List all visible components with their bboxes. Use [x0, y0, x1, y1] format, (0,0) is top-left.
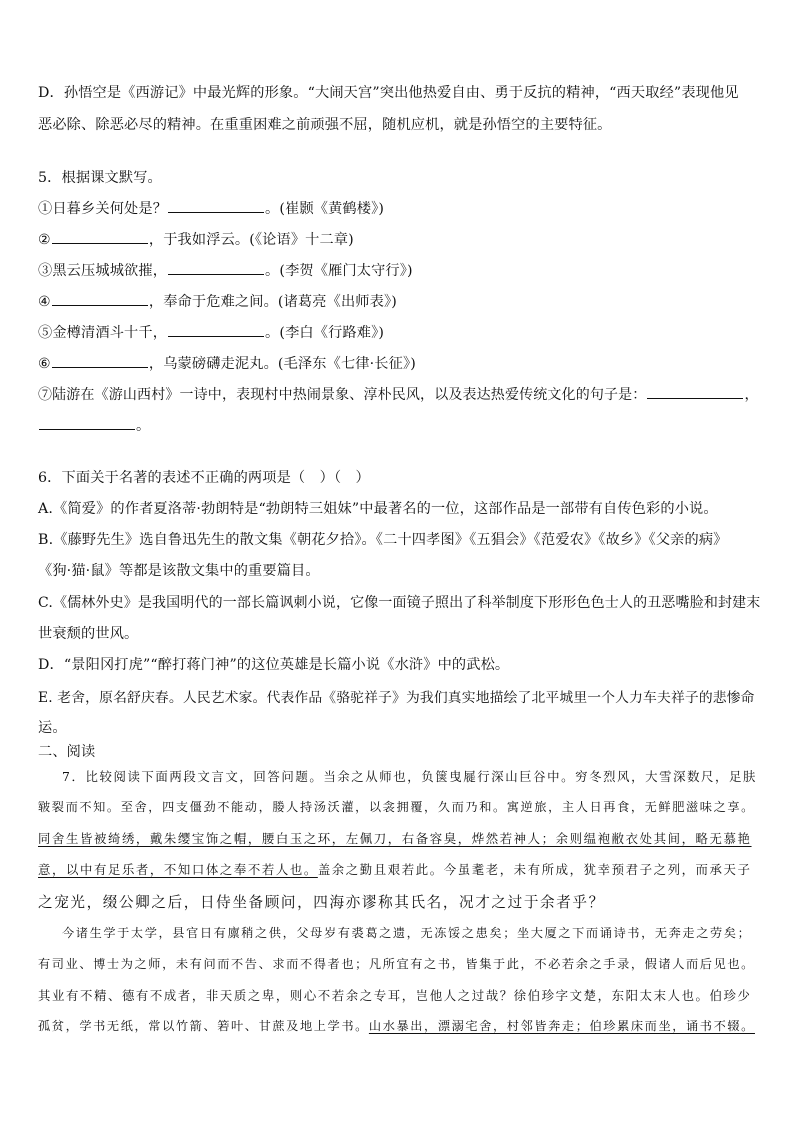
answer-blank[interactable]: [168, 323, 264, 337]
option-d-line-1: D．孙悟空是《西游记》中最光辉的形象。“大闹天宫”突出他热爱自由、勇于反抗的精神，“西天取经”表现他见: [38, 85, 739, 101]
answer-blank[interactable]: [168, 261, 264, 275]
answer-blank[interactable]: [647, 385, 743, 399]
option-d-line-2: 恶必除、除恶必尽的精神。在重重困难之前顽强不屈，随机应机，就是孙悟空的主要特征。: [38, 117, 612, 133]
section-heading-reading: 二、阅读: [38, 744, 96, 760]
q7-line-4: 意，以中有足乐者，不知口体之奉不若人也。盖余之勤且艰若此。今虽耄老，未有所成，犹幸预君子之列，而承天子: [38, 862, 752, 877]
answer-blank[interactable]: [168, 199, 264, 213]
q7-line-1: 7．比较阅读下面两段文言文，回答问题。当余之从师也，负箧曳屣行深山巨谷中。穷冬烈风，大雪深数尺，足肤: [62, 769, 758, 784]
q6-option-b-line-1: B.《藤野先生》选自鲁迅先生的散文集《朝花夕拾》。《二十四孝图》《五猖会》《范爱农》《故乡》《父亲的病》: [38, 532, 728, 548]
answer-blank[interactable]: [52, 230, 148, 244]
q5-item-4: ④ ，奉命于危难之间。(诸葛亮《出师表》): [38, 294, 397, 310]
answer-blank[interactable]: [39, 416, 135, 430]
q7-line-8: 其业有不精、德有不成者，非天质之卑，则心不若余之专耳，岂他人之过哉？徐伯珍字文楚，东阳太末人也。伯珍少: [38, 988, 752, 1003]
q6-option-a: A.《简爱》的作者夏洛蒂·勃朗特是“勃朗特三姐妹”中最著名的一位，这部作品是一部带有自传色彩的小说。: [38, 501, 718, 517]
answer-blank[interactable]: [52, 292, 148, 306]
question-6-title: 6．下面关于名著的表述不正确的两项是（ ）（ ）: [38, 470, 370, 486]
q6-option-d: D．“景阳冈打虎”“醉打蒋门神”的这位英雄是长篇小说《水浒》中的武松。: [38, 657, 510, 673]
q7-line-7: 有司业、博士为之师，未有问而不告、求而不得者也；凡所宜有之书，皆集于此，不必若余之手录，假诸人而后见也。: [38, 957, 755, 971]
q7-line-9: 孤贫，学书无纸，常以竹箭、箬叶、甘蔗及地上学书。山水暴出，漂溺宅舍，村邻皆奔走；伯珍累床而坐，诵书不辍。: [38, 1019, 755, 1033]
q6-option-c-line-1: C.《儒林外史》是我国明代的一部长篇讽刺小说，它像一面镜子照出了科举制度下形形色色士人的丑恶嘴脸和封建末: [38, 595, 761, 611]
q7-line-6: 今诸生学于太学，县官日有廪稍之供，父母岁有裘葛之遗，无冻馁之患矣；坐大厦之下而诵诗书，无奔走之劳矣；: [62, 926, 752, 940]
underlined-passage: 意，以中有足乐者，不知口体之奉不若人也。: [38, 862, 318, 877]
q6-option-e-line-1: E. 老舍，原名舒庆春。人民艺术家。代表作品《骆驼祥子》为我们真实地描绘了北平城里一个人力车夫祥子的悲惨命: [38, 690, 755, 706]
question-5-title: 5．根据课文默写。: [38, 170, 162, 186]
q5-item-1: ①日暮乡关何处是？ 。(崔颢《黄鹤楼》): [38, 201, 385, 217]
q5-item-2: ② ，于我如浮云。(《论语》十二章): [38, 232, 354, 248]
answer-blank[interactable]: [52, 354, 148, 368]
q5-item-6: ⑥ ，乌蒙磅礴走泥丸。(毛泽东《七律·长征》): [38, 356, 416, 372]
underlined-passage: 同舍生皆被绮绣，戴朱缨宝饰之帽，腰白玉之环，左佩刀，右备容臭，烨然若神人；余则缊袍敝衣处其间，略无慕艳: [38, 831, 752, 846]
q6-option-b-line-2: 《狗·猫·鼠》等都是该散文集中的重要篇目。: [38, 563, 320, 579]
q5-item-7: ⑦陆游在《游山西村》一诗中，表现村中热闹景象、淳朴民风，以及表达热爱传统文化的句子是： ，: [38, 387, 759, 403]
q5-item-7-cont: 。: [38, 415, 150, 435]
q5-item-5: ⑤金樽清酒斗十千， 。(李白《行路难》): [38, 325, 385, 341]
q6-option-c-line-2: 世衰颓的世风。: [38, 626, 139, 642]
q7-line-3: [38, 829, 752, 847]
q7-line-5: 之宠光，缀公卿之后，日侍坐备顾问，四海亦谬称其氏名，况才之过于余者乎？: [38, 894, 605, 911]
q6-option-e-line-2: 运。: [38, 720, 67, 736]
q7-line-2: 皲裂而不知。至舍，四支僵劲不能动，媵人持汤沃灌，以衾拥覆，久而乃和。寓逆旅，主人日再食，无鲜肥滋味之享。: [38, 800, 755, 814]
q5-item-3: ③黑云压城城欲摧， 。(李贺《雁门太守行》): [38, 263, 413, 279]
underlined-passage: 山水暴出，漂溺宅舍，村邻皆奔走；伯珍累床而坐，诵书不辍。: [368, 1019, 755, 1033]
